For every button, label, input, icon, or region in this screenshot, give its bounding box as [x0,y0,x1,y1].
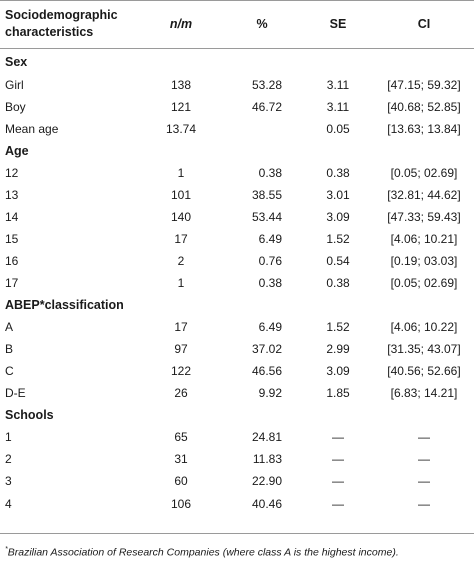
cell-ci: [40.68; 52.85] [387,100,461,114]
table-row [0,338,474,360]
cell-se: 0.05 [326,122,350,136]
cell-percent: 46.72 [251,100,282,114]
cell-n: 31 [174,452,188,466]
table-row [0,162,474,184]
row-label: Mean age [5,122,59,136]
cell-n: 97 [174,342,188,356]
cell-percent [222,118,302,140]
table-row [0,272,474,294]
table-row [0,360,474,382]
table-row [0,184,474,206]
cell-percent: 53.28 [251,78,282,92]
cell-percent: 46.56 [251,364,282,378]
cell-ci: [4.06; 10.22] [390,320,458,334]
cell-percent: 24.81 [251,430,282,444]
cell-n: 60 [174,474,188,488]
cell-ci: — [418,452,430,466]
cell-ci: [13.63; 13.84] [387,122,461,136]
cell-se: — [332,474,344,488]
cell-ci: [4.06; 10.21] [390,232,458,246]
cell-percent: 6.49 [258,232,282,246]
cell-ci: [0.05; 02.69] [390,276,458,290]
cell-se: 0.38 [326,276,350,290]
table-body [0,49,474,516]
cell-ci: [32.81; 44.62] [387,188,461,202]
table-row [0,448,474,470]
row-label: 2 [5,452,12,466]
cell-n: 140 [170,210,192,224]
cell-ci: [47.15; 59.32] [387,78,461,92]
table-row [0,382,474,404]
section-title: Sex [5,54,28,69]
header-ci: CI [374,0,474,49]
cell-ci: — [418,430,430,444]
cell-se: — [332,430,344,444]
footnote [5,546,399,559]
row-label: 4 [5,496,12,511]
cell-percent: 11.83 [252,452,282,466]
cell-n: 101 [170,188,192,202]
cell-percent: 37.02 [251,342,282,356]
table-row [0,74,474,96]
cell-se: 1.52 [326,320,350,334]
footnote-text: Brazilian Association of Research Companies (where class A is the highest income). [7,546,399,559]
row-label: A [5,320,14,334]
section-row [0,49,474,75]
row-label: 17 [5,276,19,290]
cell-ci: [6.83; 14.21] [390,386,458,400]
cell-se: 1.52 [326,232,350,246]
table-row [0,470,474,492]
section-title: Age [5,144,29,158]
row-label: 14 [5,210,19,224]
row-label: B [5,342,14,356]
cell-se: 3.09 [326,210,350,224]
cell-n: 1 [177,166,185,180]
footnote-marker: * [5,546,8,553]
row-label: 3 [5,474,12,488]
cell-se: 3.09 [326,364,350,378]
table-row [0,96,474,118]
row-label: 12 [5,166,19,180]
cell-percent: 0.38 [258,276,282,290]
header-se: SE [302,0,374,49]
cell-percent: 53.44 [251,210,282,224]
table-row [0,492,474,515]
cell-n: 1 [177,276,185,290]
section-row [0,294,474,316]
cell-ci: [0.19; 03.03] [390,254,458,268]
table-row [0,316,474,338]
cell-se: — [332,496,344,511]
cell-se: 1.85 [326,386,350,400]
cell-n: 65 [174,430,188,444]
row-label: 1 [5,430,12,444]
header-n: n/m [140,0,222,49]
table-row [0,426,474,448]
section-title: Schools [5,408,54,422]
cell-percent: 0.76 [258,254,282,268]
cell-n: 17 [174,320,188,334]
cell-percent: 9.92 [258,386,282,400]
table-bottom-rule [0,533,474,534]
section-row [0,140,474,162]
header-percent: % [222,0,302,49]
row-label: C [5,364,14,378]
table-top-rule [0,0,474,1]
cell-percent: 6.49 [258,320,282,334]
cell-n: 2 [177,254,185,268]
row-label: 13 [5,188,19,202]
section-row [0,404,474,426]
cell-se: 0.38 [326,166,350,180]
cell-se: 3.01 [326,188,350,202]
cell-percent: 22.90 [251,474,282,488]
row-label: D-E [5,386,26,400]
cell-se: 3.11 [326,78,350,92]
cell-n: 106 [170,496,192,511]
header-row [0,0,474,49]
table-row [0,118,474,140]
row-label: 15 [5,232,19,246]
row-label: Girl [5,78,24,92]
cell-ci: [31.35; 43.07] [387,342,461,356]
table-row [0,228,474,250]
table-header [0,0,474,49]
cell-ci: [40.56; 52.66] [387,364,461,378]
cell-n: 13.74 [165,122,197,136]
row-label: 16 [5,254,19,268]
cell-se: — [332,452,344,466]
cell-n: 122 [170,364,192,378]
cell-ci: — [418,496,430,511]
cell-ci: [0.05; 02.69] [390,166,458,180]
header-characteristics: Sociodemographic characteristics [0,0,140,49]
cell-ci: [47.33; 59.43] [387,210,461,224]
cell-n: 26 [174,386,188,400]
cell-percent: 40.46 [251,496,282,511]
section-title: ABEP*classification [5,298,124,312]
cell-n: 121 [170,100,192,114]
cell-n: 138 [170,78,192,92]
cell-percent: 0.38 [258,166,282,180]
cell-n: 17 [174,232,188,246]
cell-se: 2.99 [326,342,350,356]
cell-percent: 38.55 [251,188,282,202]
table-row [0,206,474,228]
cell-ci: — [418,474,430,488]
cell-se: 3.11 [326,100,350,114]
table-row [0,250,474,272]
row-label: Boy [5,100,26,114]
cell-se: 0.54 [326,254,350,268]
